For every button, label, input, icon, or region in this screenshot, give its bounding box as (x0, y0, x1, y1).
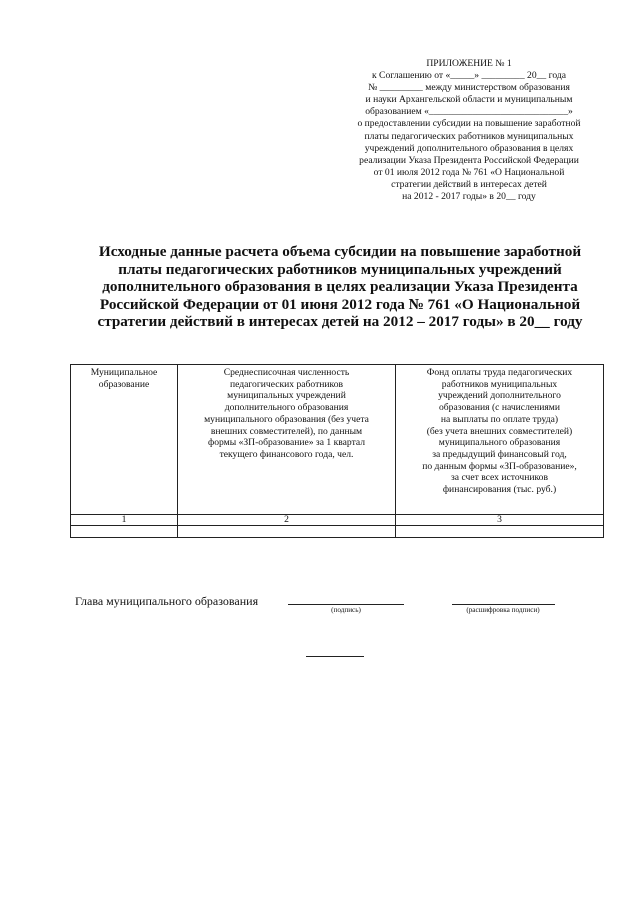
appendix-line: платы педагогических работников муниципальных (364, 130, 574, 142)
header-cell-headcount: Среднесписочная численность педагогических работников муниципальных учреждений дополнительного образования муниципального образования (без учета внешних совместителей), по данным формы «ЗП-образование» за 1 квартал текущего финансового года, чел. (178, 365, 396, 515)
table-cell (396, 526, 604, 538)
table-number-row (71, 515, 604, 526)
column-number: 3 (396, 515, 604, 526)
appendix-line: на 2012 - 2017 годы» в 20__ году (402, 191, 536, 203)
appendix-line: учреждений дополнительного образования в целях (364, 142, 574, 154)
table-empty-row (71, 526, 604, 538)
appendix-line: стратегии действий в интересах детей (391, 178, 547, 190)
appendix-header (338, 58, 600, 203)
data-table (70, 364, 604, 538)
column-number: 1 (71, 515, 178, 526)
appendix-line: к Соглашению от «_____» _________ 20__ года (372, 70, 566, 82)
appendix-line: образованием «_____________________________» (365, 106, 573, 118)
signature-decode-line (452, 604, 555, 605)
title-line: стратегии действий в интересах детей на 2012 – 2017 годы» в 20__ году (97, 313, 583, 331)
title-line: платы педагогических работников муниципальных учреждений (118, 260, 562, 278)
table-header-row (71, 365, 604, 515)
title-line: Исходные данные расчета объема субсидии на повышение заработной (98, 243, 582, 260)
table-cell (178, 526, 396, 538)
header-cell-municipality: Муниципальное образование (71, 365, 178, 515)
title-line: Российской Федерации от 01 июня 2012 года № 761 «О Национальной (99, 295, 581, 313)
table-cell (71, 526, 178, 538)
appendix-line: о предоставлении субсидии на повышение заработной (357, 118, 581, 130)
signature-line (288, 604, 404, 605)
end-divider (306, 656, 364, 657)
title-line: дополнительного образования в целях реализации Указа Президента (102, 278, 578, 296)
appendix-line: реализации Указа Президента Российской Федерации (359, 154, 579, 166)
header-cell-payroll-fund: Фонд оплаты труда педагогических работников муниципальных учреждений дополнительного образования (с начислениями на выплаты по оплате труда) (без учета внешних совместителей) муниципального образования за предыдущий финансовый год, по данным формы «ЗП-образование», за счет всех источников финансирования (тыс. руб.) (396, 365, 604, 515)
signature-caption: (подпись) (331, 606, 361, 614)
appendix-line: от 01 июля 2012 года № 761 «О Национальной (373, 166, 565, 178)
document-title (70, 243, 610, 331)
appendix-line: и науки Архангельской области и муниципальным (365, 94, 573, 106)
signature-decode-caption: (расшифровка подписи) (466, 606, 540, 614)
appendix-line: № _________ между министерством образования (368, 82, 570, 94)
signature-label: Глава муниципального образования (75, 594, 259, 608)
appendix-line: ПРИЛОЖЕНИЕ № 1 (426, 58, 512, 69)
column-number: 2 (178, 515, 396, 526)
